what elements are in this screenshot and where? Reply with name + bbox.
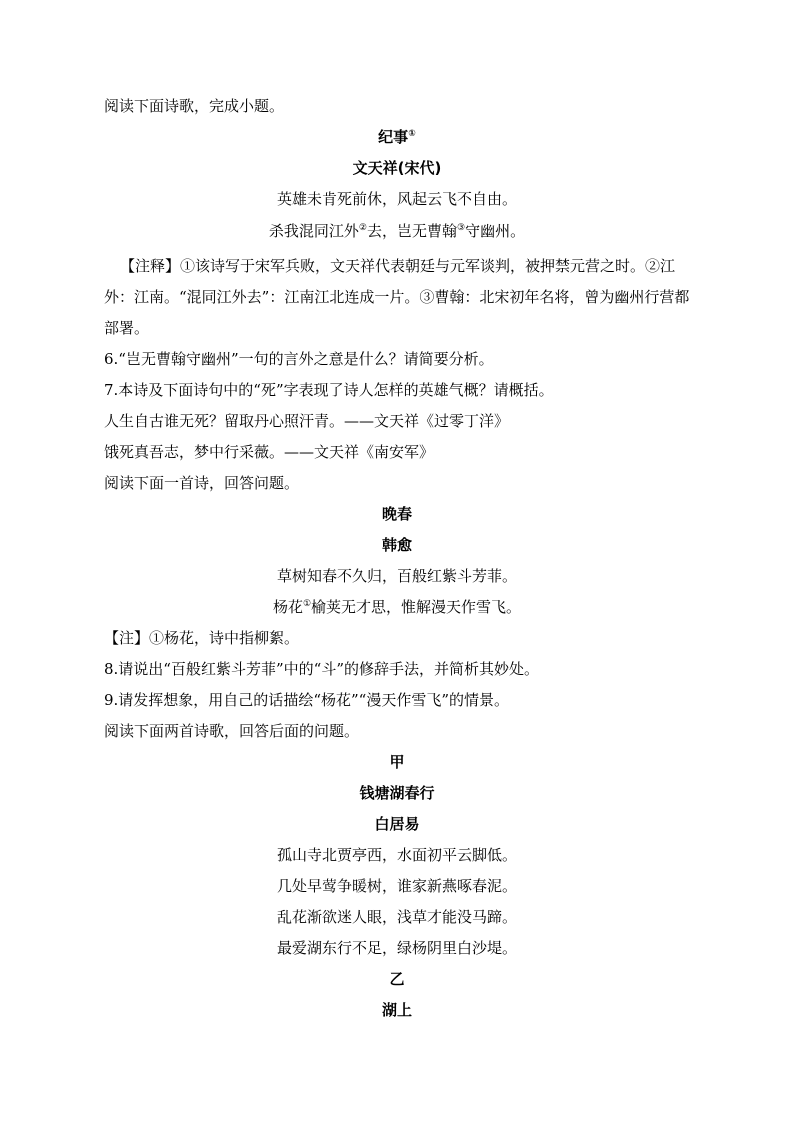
footnote-mark: ③ [457,223,466,233]
poem-line: 英雄未肯死前休，风起云飞不自由。 [276,190,517,208]
section2-intro: 阅读下面一首诗，回答问题。 [104,474,300,492]
poem-line: 最爱湖东行不足，绿杨阴里白沙堤。 [276,939,517,957]
quote-line: 饿死真吾志，梦中行采薇。——文天祥《南安军》 [104,443,435,461]
quote-line: 人生自古谁无死？留取丹心照汗青。——文天祥《过零丁洋》 [104,412,510,430]
poem-title-qiantanghu: 钱塘湖春行 [359,784,435,802]
poem-line: 杀我混同江外②去，岂无曹翰③守幽州。 [268,222,526,240]
section1-intro: 阅读下面诗歌，完成小题。 [104,97,285,115]
poem-line: 乱花渐欲迷人眼，浅草才能没马蹄。 [276,908,517,926]
poem-label-jia: 甲 [389,753,405,771]
poem-line: 杨花①榆荚无才思，惟解漫天作雪飞。 [272,598,522,616]
annotation-line: 外：江南。“混同江外去”：江南江北连成一片。③曹翰：北宋初年名将，曾为幽州行营都 [104,288,690,306]
footnote-mark: ② [358,223,367,233]
poem-author-hanyu: 韩愈 [381,536,412,554]
poem-line: 草树知春不久归，百般红紫斗芳菲。 [276,567,517,585]
annotation-line: 【注释】①该诗写于宋军兵败，文天祥代表朝廷与元军谈判，被押禁元营之时。②江 [120,257,676,275]
question-8: 8.请说出“百般红紫斗芳菲”中的“斗”的修辞手法，并简析其妙处。 [104,660,539,678]
poem-title-hushang: 湖上 [381,1001,412,1019]
footnote-mark: ① [302,599,312,609]
poem-line: 孤山寺北贾亭西，水面初平云脚低。 [276,846,517,864]
question-6: 6.“岂无曹翰守幽州”一句的言外之意是什么？请简要分析。 [104,350,494,368]
poem-title-wanchun: 晚春 [381,505,412,523]
section3-intro: 阅读下面两首诗歌，回答后面的问题。 [104,722,360,740]
question-7: 7.本诗及下面诗句中的“死”字表现了诗人怎样的英雄气概？请概括。 [104,381,554,399]
poem-line: 几处早莺争暖树，谁家新燕啄春泥。 [276,877,517,895]
question-9: 9.请发挥想象，用自己的话描绘“杨花”“漫天作雪飞”的情景。 [104,691,509,709]
annotation-line: 部署。 [104,319,150,337]
footnote-mark: ① [408,129,416,139]
annotation-line: 【注】①杨花，诗中指柳絮。 [104,629,300,647]
poem-label-yi: 乙 [389,970,405,988]
poem-author-baijuyi: 白居易 [374,815,420,833]
poem-title-jishi: 纪事① [378,128,416,146]
poem-author-wentianxiang: 文天祥(宋代) [352,159,442,177]
